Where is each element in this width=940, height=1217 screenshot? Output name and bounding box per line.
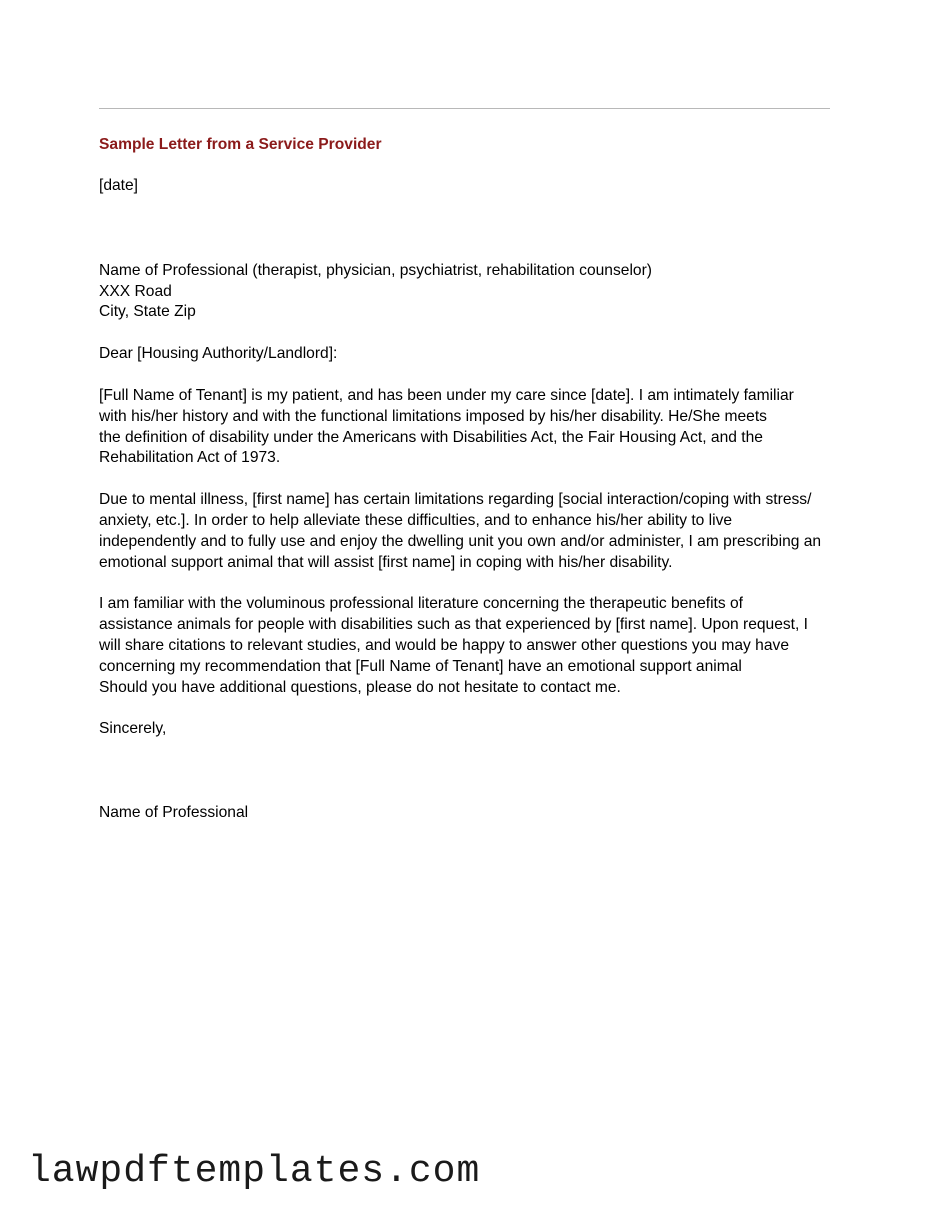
paragraph-line: assistance animals for people with disabilities such as that experienced by [first name]. Upon request, I [99, 616, 809, 634]
salutation: Dear [Housing Authority/Landlord]: [99, 345, 338, 363]
letter-body [99, 134, 834, 824]
paragraph-line: the definition of disability under the Americans with Disabilities Act, the Fair Housing Act, and the [99, 428, 763, 446]
closing: Sincerely, [99, 720, 167, 738]
paragraph-line: Due to mental illness, [first name] has certain limitations regarding [social interaction/coping with stress/ [99, 491, 812, 509]
address-line-street: XXX Road [99, 282, 172, 300]
address-line-name: Name of Professional (therapist, physician, psychiatrist, rehabilitation counselor) [99, 261, 652, 279]
watermark-text: lawpdftemplates.com [28, 1150, 481, 1193]
paragraph-line: anxiety, etc.]. In order to help alleviate these difficulties, and to enhance his/her ability to live [99, 511, 733, 529]
letter-title: Sample Letter from a Service Provider [99, 136, 382, 153]
paragraph-limitations [99, 490, 834, 573]
paragraph-line: emotional support animal that will assist [first name] in coping with his/her disability. [99, 553, 673, 571]
paragraph-line: concerning my recommendation that [Full Name of Tenant] have an emotional support animal [99, 657, 742, 675]
paragraph-patient-history [99, 386, 834, 469]
paragraph-line: with his/her history and with the functional limitations imposed by his/her disability. He/She meets [99, 407, 767, 425]
letter-date: [date] [99, 177, 139, 194]
paragraph-line: [Full Name of Tenant] is my patient, and has been under my care since [date]. I am intimately familiar [99, 386, 794, 404]
paragraph-line: independently and to fully use and enjoy the dwelling unit you own and/or administer, I am prescribing an [99, 532, 822, 550]
paragraph-line: Should you have additional questions, please do not hesitate to contact me. [99, 678, 621, 696]
signer-name: Name of Professional [99, 804, 249, 822]
paragraph-line: Rehabilitation Act of 1973. [99, 449, 281, 467]
sender-address [99, 261, 834, 323]
paragraph-literature [99, 594, 834, 698]
address-line-city: City, State Zip [99, 303, 196, 321]
paragraph-line: I am familiar with the voluminous professional literature concerning the therapeutic benefits of [99, 595, 744, 613]
paragraph-line: will share citations to relevant studies, and would be happy to answer other questions you may have [99, 636, 789, 654]
header-divider [99, 108, 830, 109]
